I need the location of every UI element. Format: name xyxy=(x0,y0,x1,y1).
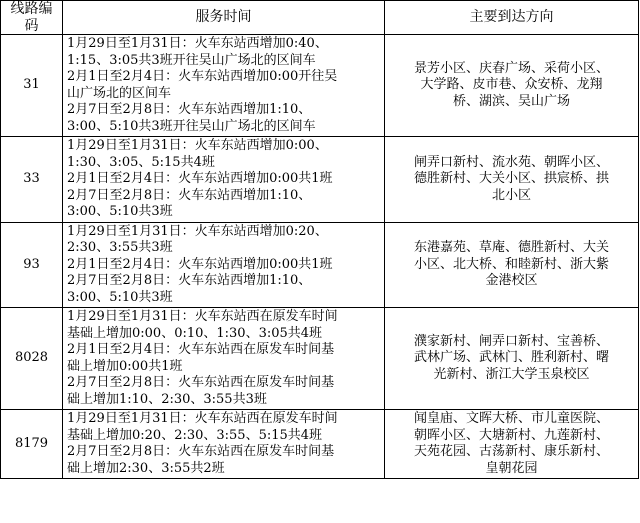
destination-line: 桥、湖滨、吴山广场 xyxy=(452,93,570,109)
service-time-line: 2月7日至2月8日：火车东站西增加1:10、 xyxy=(67,102,312,117)
destination-line: 东港嘉苑、草庵、德胜新村、大关 xyxy=(413,240,609,255)
line-code-cell: 8028 xyxy=(1,308,63,410)
service-time-line: 础上增加0:00共1班 xyxy=(67,358,183,374)
service-time-cell xyxy=(63,308,385,410)
service-time-line: 山广场北的区间车 xyxy=(67,85,172,101)
destinations-cell xyxy=(385,35,639,137)
destination-line: 武林广场、武林门、胜利新村、曙 xyxy=(413,350,609,366)
service-time-line: 基础上增加0:00、0:10、1:30、3:05共4班 xyxy=(67,325,323,341)
destination-line: 皇朝花园 xyxy=(485,460,538,476)
header-line-code: 线路编码 xyxy=(1,1,63,35)
destination-line: 大学路、皮市巷、众安桥、龙翔 xyxy=(420,77,603,93)
service-time-line: 3:00、5:10共3班 xyxy=(67,204,173,219)
header-destinations: 主要到达方向 xyxy=(385,1,639,35)
destination-line: 德胜新村、大关小区、拱宸桥、拱 xyxy=(413,171,609,186)
line-code-cell: 93 xyxy=(1,222,63,308)
service-time-line: 1月29日至1月31日：火车东站西增加0:40、 xyxy=(67,36,328,51)
table-row xyxy=(1,410,639,479)
destinations-cell xyxy=(385,410,639,479)
destinations-cell xyxy=(385,308,639,410)
service-time-line: 1:30、3:05、5:15共4班 xyxy=(67,154,215,170)
service-time-line: 2月7日至2月8日：火车东站西在原发车时间基 xyxy=(67,444,335,459)
service-time-cell xyxy=(63,137,385,223)
service-time-line: 1月29日至1月31日：火车东站西增加0:00、 xyxy=(67,138,328,153)
table-body xyxy=(1,35,639,479)
service-time-line: 2月7日至2月8日：火车东站西增加1:10、 xyxy=(67,187,312,203)
destination-line: 北小区 xyxy=(491,187,531,203)
destinations-cell xyxy=(385,222,639,308)
table-row xyxy=(1,308,639,410)
table-header-row xyxy=(1,1,639,35)
service-time-line: 础上增加1:10、2:30、3:55共3班 xyxy=(67,391,267,407)
table-row xyxy=(1,137,639,223)
line-code-cell: 8179 xyxy=(1,410,63,479)
line-code-cell: 31 xyxy=(1,35,63,137)
destination-line: 朝晖小区、大塘新村、九莲新村、 xyxy=(413,427,609,443)
destination-line: 景芳小区、庆春广场、采荷小区、 xyxy=(413,60,609,76)
destination-line: 天苑花园、古荡新村、康乐新村、 xyxy=(413,444,609,459)
service-time-line: 基础上增加0:20、2:30、3:55、5:15共4班 xyxy=(67,427,323,443)
service-time-line: 1月29日至1月31日：火车东站西在原发车时间 xyxy=(67,411,338,426)
destination-line: 金港校区 xyxy=(485,273,538,288)
destination-line: 光新村、浙江大学玉泉校区 xyxy=(433,366,590,382)
service-time-line: 1月29日至1月31日：火车东站西在原发车时间 xyxy=(67,309,338,324)
destination-line: 濮家新村、闸弄口新村、宝善桥、 xyxy=(413,333,609,349)
service-time-line: 3:00、5:10共3班开往吴山广场北的区间车 xyxy=(67,118,316,134)
destinations-cell xyxy=(385,137,639,223)
table-row xyxy=(1,222,639,308)
destination-line: 闻皇庙、文晖大桥、市儿童医院、 xyxy=(413,411,609,426)
destination-line: 小区、北大桥、和睦新村、浙大紫 xyxy=(413,256,609,272)
service-time-line: 2月1日至2月4日：火车东站西在原发车时间基 xyxy=(67,342,335,357)
service-time-line: 2月7日至2月8日：火车东站西增加1:10、 xyxy=(67,273,312,288)
table-row xyxy=(1,35,639,137)
service-time-line: 1:15、3:05共3班开往吴山广场北的区间车 xyxy=(67,52,316,68)
service-time-line: 2月7日至2月8日：火车东站西在原发车时间基 xyxy=(67,375,335,390)
header-service-time: 服务时间 xyxy=(63,1,385,35)
service-time-line: 3:00、5:10共3班 xyxy=(67,289,173,305)
line-code-cell: 33 xyxy=(1,137,63,223)
service-time-cell xyxy=(63,410,385,479)
service-time-line: 2月1日至2月4日：火车东站西增加0:00开往吴 xyxy=(67,69,338,84)
service-time-cell xyxy=(63,35,385,137)
destination-line: 闸弄口新村、流水苑、朝晖小区、 xyxy=(413,154,609,170)
service-time-cell xyxy=(63,222,385,308)
service-time-line: 2月1日至2月4日：火车东站西增加0:00共1班 xyxy=(67,256,333,272)
service-time-line: 2月1日至2月4日：火车东站西增加0:00共1班 xyxy=(67,171,333,186)
service-time-line: 2:30、3:55共3班 xyxy=(67,240,173,255)
service-time-line: 1月29日至1月31日：火车东站西增加0:20、 xyxy=(67,223,328,239)
service-time-line: 础上增加2:30、3:55共2班 xyxy=(67,460,225,476)
